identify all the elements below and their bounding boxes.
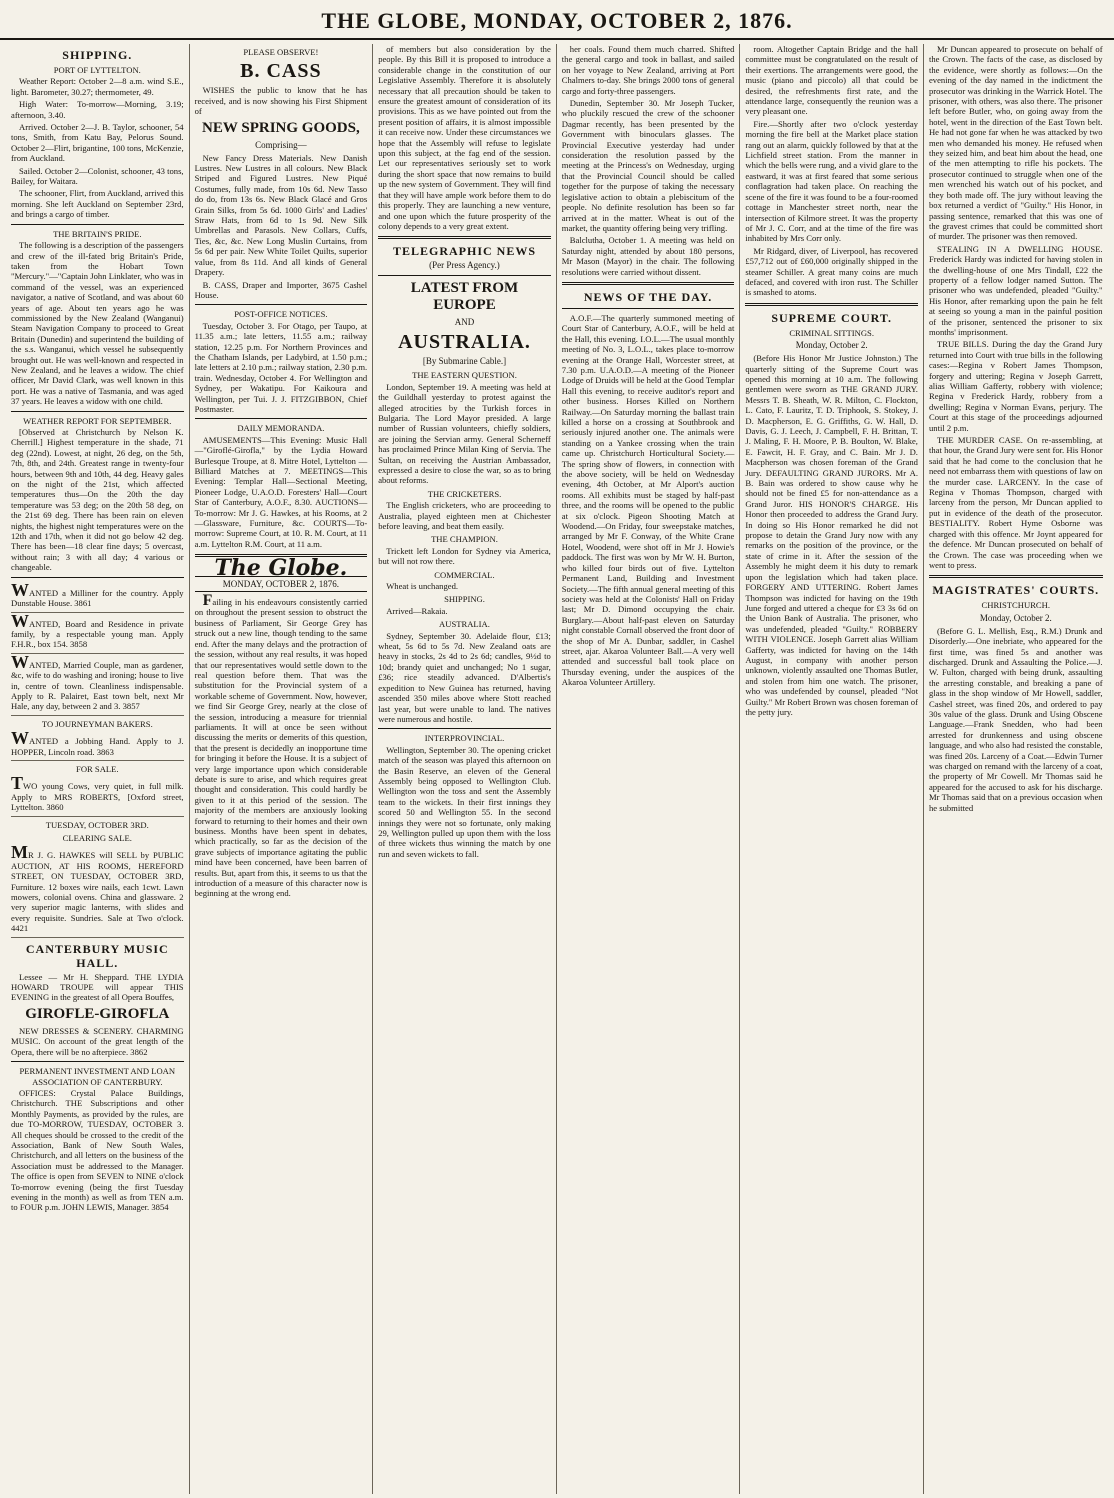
and-word: AND bbox=[454, 317, 475, 328]
dunedin-text: Dunedin, September 30. Mr Joseph Tucker, who pluckily rescued the crew of the schooner Dagmar recently, has been presented by the Government with binoculars glasses. The Provincial Executive yesterday had under consideration the resolution passed by the meeting at the Princess's on Wednesday, urging that the Provincial Council should be called together for the purpose of taking the necessary legislative action to obtain a plebiscitum of the people. No definite resolution has been so far arrived at in the matter. Wheat is out of the market, the quantity offering being very trifling. bbox=[561, 98, 735, 233]
commercial-heading: COMMERCIAL. bbox=[434, 569, 495, 580]
col6-top: Mr Duncan appeared to prosecute on behalf of the Crown. The facts of the case, as disclosed by the evidence, were shortly as follows:—On the evening of the day named in the indictment the prosecutor was drinking in the Warrick Hotel. The prisoner, with others, was also there. The prisoner left before Butler, who, on going away from the hotel, went in the direction of the East Town belt. He had not gone far when he was attacked by two men who demanded his money. He refused when they seized him, and beat him about the head, one of the men attempting to rifle his pockets. The prosecutor continued to struggle when one of the men wrenched his watch out of his pocket, and they both made off. The jury without leaving the box returned a verdict of "Guilty." His Honor, in passing sentence, remarked that this was one of the gravest crimes that could be committed short of murder. The prisoner was then removed. bbox=[928, 44, 1103, 242]
column-6 bbox=[924, 44, 1108, 1494]
australia-heading: AUSTRALIA. bbox=[439, 619, 490, 630]
stealing-text: STEALING IN A DWELLING HOUSE. Frederick Hardy was indicted for having stolen in the dwelling-house of one Mrs Tindall, £22 the property of a fellow lodger named Sutton. The prisoner who was undefended, pleaded "Guilty." His Honor, after remarking upon the pain he felt at seeing so young a man in the painful position of the prisoner, sentenced the prisoner to six months' imprisonment. bbox=[928, 243, 1103, 337]
spring-goods-title: NEW SPRING GOODS, bbox=[202, 119, 360, 136]
col5-top: room. Altogether Captain Bridge and the hall committee must be congratulated on the result of their exertions. The arrangements were good, the music (piano and piccolo) all that could be desired, the refreshments first rate, and the attendance large, consequently the reunion was a very pleasant one. bbox=[745, 44, 918, 117]
tuesday-heading: TUESDAY, OCTOBER 3RD. bbox=[45, 819, 149, 830]
masthead bbox=[0, 0, 1114, 40]
interprovincial-heading: INTERPROVINCIAL. bbox=[424, 733, 505, 744]
telegraphic-heading: TELEGRAPHIC NEWS bbox=[392, 244, 536, 259]
champion-text: Trickett left London for Sydney via America, but will not row there. bbox=[378, 545, 551, 567]
ad-clearing-sale: MR J. G. HAWKES will SELL by PUBLIC AUCTION, AT HIS ROOMS, HEREFORD STREET, ON TUESDAY, OCTOBER 3RD, Furniture. 12 boxes wire nails, each 1cwt. Lawn mowers, colonial ovens. China and glassware. 2 very superior magic lanterns, with slides and every requisite. Sundries. Sale at Two o'clock. 4421 bbox=[11, 844, 184, 937]
commercial-text: Wheat is unchanged. bbox=[386, 581, 459, 592]
supreme-text: (Before His Honor Mr Justice Johnston.) The quarterly sitting of the Supreme Court was opened this morning at 10 a.m. The following gentlemen were sworn as THE GRAND JURY. Messrs T. B. Sheath, W. R. Milton, C. Flockton, L. Cato, F. Lauritz, T. D. Triphook, S. Stokey, J. D. Macpherson, E. G. Griffiths, G. W. Hall, D. Davis, G. J. Leech, J. Campbell, F. H. Brittan, T. J. Maling, F. H. Moore, P. B. Boulton, W. Blake, E. Fawcit, H. F. Gray, and C. Bain. Mr J. D. Macpherson was chosen foreman of the Grand Jury. DEFAULTING GRAND JURORS. Mr A. B. Bain was ordered to show cause why he should not be fined £5 for non-attendance as a Grand Juror. HIS HONOR'S CHARGE. His Honor then proceeded to address the Grand Jury. In doing so His Honor remarked he did not propose to detain the Grand Jury now with any remarks on the position of the province, or the state of crime in it. After the session of the Assembly he might deem it his duty to remark upon the legislation which had taken place. FORGERY AND UTTERING. Robert James Thompson was indicted for having on the 19th June forged and uttered a cheque for £3 3s 6d on the Union Bank of Australia. The prisoner, who was undefended, pleaded "Guilty." ROBBERY WITH VIOLENCE. Joseph Garrett alias William Gafferty, was indicted for having on the 14th August, in company with another person unknown, violently assaulted one Thomas Butler, and stolen from him one watch. The prisoner, who was undefended by counsel, pleaded "Not Guilty." Mr Robert Brown was chosen foreman of the petty jury. bbox=[745, 353, 918, 717]
col4-top: her coals. Found them much charred. Shifted the general cargo and took in ballast, and sailed on her voyage to New Zealand, arriving at Port Chalmers to-day. She brings 2000 tons of general cargo and forty-three passengers. bbox=[561, 44, 735, 96]
leader-continued: of members but also consideration by the people. By this Bill it is proposed to introduce a considerable change in the constitution of our Legislative Assembly. Therefore it is absolutely necessary that all precaution should be taken to ensure the greatest amount of consideration of its provisions. This as we have pointed out from the present position of affairs, it is almost impossible it can receive now. Under these circumstances we hope that the Assembly will refuse to legislate upon this subject, at the fag end of the session. Let our representatives seriously set to work during the short space that now remains to build up the new system of Government. They will find that they will have ample work before them to do this properly. They are launching a new venture, and one upon which the future prosperity of the colony depends to a very great extent. bbox=[378, 44, 551, 231]
magistrates-text: (Before G. L. Mellish, Esq., R.M.) Drunk and Disorderly.—One inebriate, who appeared for the first time, was fined 5s and another was discharged. Drunk and Assaulting the Police.—J. W. Fulton, charged with being drunk, assaulting the arresting constable, and breaking a pane of glass in the shop window of Mr Howell, saddler, Cashel street, was fined 20s, and ordered to pay 30s value of the glass. Drunk and Using Obscene Language.—Frank Snedden, who had been arrested for drunkenness and using obscene language, and who also had resisted the constable, was fined 20s. Larceny of a Coat.—Edwin Turner was charged on remand with the larceny of a coat, the property of Mr Cowell. Mr Thomas said he appeared for the accused to ask for his discharge. Mr Thomas said that on a previous occasion when he submitted bbox=[928, 625, 1103, 813]
arrived: Arrived. October 2—J. B. Taylor, schooner, 54 tons, Smith, from Katu Bay, Pelorus Sound. October 2—Flirt, brigantine, 100 tons, McKenzie, from Auckland. bbox=[11, 122, 184, 164]
shipping-heading-3: SHIPPING. bbox=[444, 594, 485, 605]
australia-text: Sydney, September 30. Adelaide flour, £13; wheat, 5s 6d to 5s 7d. New Zealand oats are heavy in stocks, 2s 4d to 2s 6d; candles, 9½d to 10d; brandy quiet and unchanged; No 1 sugar, £36; rice steadily advanced. D'Albertis's expedition to New Guinea has returned, having ascended 350 miles above where Stott reached last year, but were unable to land. The natives were numerous and hostile. bbox=[378, 630, 551, 724]
submarine-cable: [By Submarine Cable.] bbox=[422, 356, 507, 367]
weather-sept-text: [Observed at Christchurch by Nelson K. Cherrill.] Highest temperature in the shade, 71 deg (22nd). Lowest, at night, 26 deg, on the 5th, 7th, 8th, and 24th. Greatest range in twenty-four hours, between 9th and 10th, 44 deg. Heavy gales on the night of the 21st, which affected temperatures thus—On the 20th the day temperature was 53 deg; on the 20th 58 deg, on the 21st 69 deg. There has been rain on eleven nights, the highest night temperatures were on the 12th and 17th, when it did not go below 42 deg. There has been—18 clear fine days; 5 overcast, without rain; 3 with all day; 4 various or changeable. bbox=[11, 427, 184, 573]
ridgard-text: Mr Ridgard, diver, of Liverpool, has recovered £57,712 out of £60,000 originally shipped in the steamer Schiller. A great many coins are much defaced, and covered with iron rust. The Schiller is smashed to atoms. bbox=[745, 245, 918, 298]
murder-text: THE MURDER CASE. On re-assembling, at that hour, the Grand Jury were sent for. His Honor said that he had come to the conclusion that he need not embarrass them with questions of law on the murder case. LARCENY. In the case of Regina v Thomas Thompson, charged with larceny from the person, Mr Duncan applied to put in evidence of the death of the prosecutor. BESTIALITY. Robert Hyme Osborne was charged with this offence. Mr Joynt appeared for the defence. Mr Duncan prosecuted on behalf of the Crown. The case was proceeding when we went to press. bbox=[928, 435, 1103, 570]
magistrates-heading: MAGISTRATES' COURTS. bbox=[932, 583, 1100, 598]
memoranda-heading: DAILY MEMORANDA. bbox=[237, 423, 325, 434]
supreme-court-heading: SUPREME COURT. bbox=[771, 310, 893, 325]
cass-signature: B. CASS, Draper and Importer, 3675 Cashel House. bbox=[194, 279, 368, 300]
globe-logo: The Globe. bbox=[214, 555, 348, 582]
ad-couple: WANTED, Married Couple, man as gardener, &c, wife to do washing and ironing; house to live in, centre of town. Cleanliness indispensable. Apply to R. Palairet, East town belt, next Mr Hale, any day, between 2 and 3. 3857 bbox=[11, 654, 184, 716]
shipping-text-3: Arrived—Rakaia. bbox=[386, 605, 448, 616]
observe-heading: PLEASE OBSERVE! bbox=[243, 47, 319, 57]
goods-list: New Fancy Dress Materials. New Danish Lustres. New Lustres in all colours. New Black Striped and Figured Lustres. New Piqué Costumes, fully made, from 10s 6d. New Tasso do do, from 13s 6s. New Black Glacé and Gros Grain Silks, from 5s 6d. 1000 Girls' and Ladies' Straw Hats, from 6d to 1s 9d. New Silk Umbrellas and Parasols. New Collars, Cuffs, Ties, &c, &c. New Long Muslin Curtains, from 5s 6d per pair. New White Toilet Quilts, superior value, from 8s 11d. And all kinds of General Drapery. bbox=[194, 152, 368, 278]
news-text: A.O.F.—The quarterly summoned meeting of Court Star of Canterbury, A.O.F., will be held at the Hall, this evening. I.O.L.—The usual monthly meeting of No. 3, L.O.L., takes place to-morrow evening at the Orange Hall, Worcester street, at 7.30 p.m. U.A.O.D.—A meeting of the Pioneer Lodge of Druids will be held at the Good Templar Hall this evening, to receive auditor's report and other business. Horses Killed on Northern Railway.—On Saturday morning the ballast train killed a horse on a crossing at Southbrook and seriously injured another one. The animals were standing on a Yankee crossing when the train came up. Christchurch Horticultural Society.—The spring show of flowers, in connection with the above society, will be held on Wednesday evening, 4th October, at Mr Alport's auction rooms. All exhibits must be staged by half-past three, and the rooms will be opened to the public at six o'clock. Pigeon Shooting Match at Woodend.—On Friday, four sweepstake matches, arranged by Mr F. Conway, of the White Crane Hotel, Woodend, were shot off in Mr J. Howie's paddock. The first was won by Mr W. H. Burton, who killed four birds out of five. Lyttelton Permanent Land, Building and Investment Society.—The fifth annual general meeting of this society was held at the Colonists' Hall on Friday last; Mr D. Dimond occupying the chair. Burglary.—About half-past eleven on Saturday night constable Cornall observed the front door of the shop of Mr A. Dunbar, saddler, in Cashel street, ajar. Akaroa Volunteer Ball.—A very well attended and successful ball took place on Thursday evening, under the auspices of the Akaroa Volunteer Artillery. bbox=[561, 312, 735, 688]
dresses-text: NEW DRESSES & SCENERY. CHARMING MUSIC. On account of the great length of the Opera, there will be no afterpiece. 3862 bbox=[11, 1025, 184, 1057]
high-water: High Water: To-morrow—Morning, 3.19; afternoon, 3.40. bbox=[11, 99, 184, 120]
music-hall-heading: CANTERBURY MUSIC HALL. bbox=[25, 941, 169, 970]
britains-pride-heading: THE BRITAIN'S PRIDE. bbox=[53, 228, 142, 239]
offices-text: OFFICES: Crystal Palace Buildings, Christchurch. THE Subscriptions and other Monthly Payments, as provided by the rules, are due TO-MORROW, TUESDAY, OCTOBER 3. All cheques should be crossed to the credit of the Association, Bank of New South Wales, Christchurch, and all letters on the business of the Association must be addressed to the Manager. The office is open from SEVEN to NINE o'clock To-morrow evening (being the first Tuesday evening in the month) as well as from TEN a.m. to FOUR p.m. JOHN LEWIS, Manager. 3854 bbox=[11, 1087, 184, 1213]
page-columns bbox=[6, 44, 1108, 1494]
latest-from-europe: LATEST FROM EUROPE bbox=[410, 280, 519, 314]
forsale-heading: FOR SALE. bbox=[76, 763, 119, 774]
music-hall-text: Lessee — Mr H. Sheppard. THE LYDIA HOWARD TROUPE will appear THIS EVENING in the greatest of all Opera Bouffes, bbox=[11, 971, 184, 1003]
mag-date: Monday, October 2. bbox=[979, 612, 1052, 623]
leader-article: Failing in his endeavours consistently carried on throughout the present session to obstruct the business of Parliament, Sir George Grey has struck out a new line, though tending to the same end. After the many delays and the protraction of the session, without any real results, it was hoped that our representatives would settle down to the real question before them. That was the substitution for the Provincial system of a workable scheme of Government. Now, however, we find Sir George Grey, nearly at the close of the session, introducing a measure for triennial parliaments. It will at once be seen without discussing the merits or demerits of this question, that the present is decidedly an inopportune time for bringing it before the House. It is a subject of very large importance upon which considerable debate is sure to arise, and which requires great thought and consideration. This could hardly be given to it at this period of the session. The majority of the members are anxiously looking forward to returning to their homes and their own business. Months have been spent in debates, which practically, so far as the decision of the grave subjects of importance agitating the public mind have been concerned, have been barren of results. But, apart from this, it seems to us that the introduction of a measure of this character now is beginning at the wrong end. bbox=[194, 592, 368, 899]
column-3 bbox=[373, 44, 557, 1494]
ad-board: WANTED, Board and Residence in private family, by a respectable young man. Apply F.H.R., box 154. 3858 bbox=[11, 613, 184, 654]
bakers-heading: TO JOURNEYMAN BAKERS. bbox=[41, 718, 153, 729]
weather-report: Weather Report: October 2—8 a.m. wind S.E., light. Barometer, 30.27; thermometer, 49. bbox=[11, 76, 184, 97]
per-press: (Per Press Agency.) bbox=[429, 260, 500, 271]
column-2 bbox=[190, 44, 374, 1494]
criminal-sittings: CRIMINAL SITTINGS. bbox=[789, 327, 874, 338]
weather-sept-heading: WEATHER REPORT FOR SEPTEMBER. bbox=[23, 415, 172, 426]
column-1 bbox=[6, 44, 190, 1494]
balclutha-text: Balclutha, October 1. A meeting was held on Saturday night, attended by about 180 persons, Mr Mason (Mayor) in the chair. The following resolutions were carried without dissent. bbox=[561, 235, 735, 277]
memoranda-text: AMUSEMENTS—This Evening: Music Hall—"Giroflé-Girofla," by the Lydia Howard Burlesque Troupe, at 8. Mitre Hotel, Lyttelton — Billiard Matches at 7. MEETINGS—This Evening: Templar Hall—Sectional Meeting, Pioneer Lodge, U.A.O.D. Foresters' Hall—Court Star of Canterbury, A.O.F., 8.30. AUCTIONS—To-morrow: Mr J. G. Hawkes, at his Rooms, at 2—Glassware, Furniture, &c. COURTS—To-morrow: Supreme Court, at 10. R. M. Court, at 11 a.m. Lyttelton R.M. Court, at 11 a.m. bbox=[194, 434, 368, 549]
ad-bakers: WANTED a Jobbing Hand. Apply to J. HOPPER, Lincoln road. 3863 bbox=[11, 730, 184, 761]
ad-cows: TWO young Cows, very quiet, in full milk. Apply to MRS ROBERTS, [Oxford street, Lyttelton. 3860 bbox=[11, 775, 184, 816]
true-bills-text: TRUE BILLS. During the day the Grand Jury returned into Court with true bills in the following cases:—Regina v Robert James Thompson, forgery and uttering; Regina v Joseph Garrett, alias William Gafferty, robbery with violence; Regina v Frederick Hardy, robbery from a dwelling; Regina v Norman Evans, perjury. The Court at this stage of the proceedings adjourned until 2 p.m. bbox=[928, 339, 1103, 433]
fire-text: Fire.—Shortly after two o'clock yesterday morning the fire bell at the Market place station rang out an alarm, quickly followed by that at the Lichfield street station. From the manner in which the bells were rung, and a vivid glare to the eastward, it was at first feared that some serious conflagration had taken place. On reaching the scene of the fire it was found to be a four-roomed cottage in Manchester street north, near the intersection of Kilmore street. It was the property of Mr J. C. Corr, and at the time of the fire was inhabited by Mrs Corr only. bbox=[745, 118, 918, 244]
port-heading: PORT OF LYTTELTON. bbox=[53, 65, 141, 75]
dateline: MONDAY, OCTOBER 2, 1876. bbox=[195, 576, 368, 592]
interprovincial-text: Wellington, September 30. The opening cricket match of the season was played this afternoon on the Basin Reserve, an eleven of the General Assembly being opposed to Wellington Club. Wellington won the toss and sent the Assembly team to the wickets. In their first innings they scored 50 and Wellington 55. In the second innings they were not so fortunate, only making 29, Wellington pulled up upon them with the loss of three wickets thus winning the match by one run and seven wickets to fall. bbox=[378, 744, 551, 859]
ad-milliner: WANTED a Milliner for the country. Apply Dunstable House. 3861 bbox=[11, 582, 184, 613]
bcass-intro: WISHES the public to know that he has received, and is now showing his First Shipment of bbox=[194, 85, 368, 117]
eastern-text: London, September 19. A meeting was held at the Guildhall yesterday to protest against the alleged atrocities by the Turkish forces in Bulgaria. The Lord Mayor presided. A large number of Russian volunteers, chiefly soldiers, are joining the Servian army. General Scherneff has proclaimed Prince Milan King of Servia. The Sultan, on receiving the Austrian Ambassador, expressed a desire to close the war, so as to bring about reforms. bbox=[378, 381, 551, 486]
sitting-date: Monday, October 2. bbox=[795, 340, 868, 351]
pila-heading: PERMANENT INVESTMENT AND LOAN ASSOCIATION OF CANTERBURY. bbox=[19, 1066, 176, 1087]
champion-heading: THE CHAMPION. bbox=[431, 534, 498, 545]
post-office-text: Tuesday, October 3. For Otago, per Taupo, at 11.35 a.m.; late letters, 11.55 a.m.; railway station, 12.25 p.m. For Northern Provinces and the Chatham Islands, per Ladybird, at 1.50 p.m.; late letters at 2.10 p.m.; railway station, 2.30 p.m. train. Wednesday, October 4. For Wellington and Sydney, per Wakatipu. For Kaikoura and Wellington, per Tui. J. J. FITZGIBBON, Chief Postmaster. bbox=[194, 320, 368, 414]
flirt-news: The schooner, Flirt, from Auckland, arrived this morning. She left Auckland on September 23rd, and brings a cargo of timber. bbox=[11, 188, 184, 220]
cricketers-text: The English cricketers, who are proceeding to Australia, played eighteen men at Chichester before leaving, and beat them easily. bbox=[378, 500, 551, 531]
bcass-title: B. CASS bbox=[240, 60, 322, 83]
column-4 bbox=[557, 44, 741, 1494]
clearing-heading: CLEARING SALE. bbox=[62, 833, 132, 843]
eastern-heading: THE EASTERN QUESTION. bbox=[412, 370, 517, 381]
news-heading: NEWS OF THE DAY. bbox=[583, 289, 713, 304]
cricketers-heading: THE CRICKETERS. bbox=[427, 488, 502, 499]
post-office-heading: POST-OFFICE NOTICES. bbox=[234, 309, 328, 320]
newspaper-title: THE GLOBE, MONDAY, OCTOBER 2, 1876. bbox=[321, 8, 793, 33]
australia-title: AUSTRALIA. bbox=[398, 331, 531, 354]
shipping-heading: SHIPPING. bbox=[62, 48, 133, 62]
britains-pride-text: The following is a description of the passengers and crew of the ill-fated brig Britain's Pride, taken from the Hobart Town "Mercury."—"Captain John Linklater, who was in command of the vessel, was an experienced navigator, a native of Scotland, and was about 60 years of age. About ten years ago he was commissioned by the New Zealand (Wanganui) Steam Navigation Company to proceed to Great Britain (Dunedin) and superintend the building of the s.s. Wanganui, which vessel he subsequently brought out. He was well-known and respected in New Zealand, and he leaves a widow. The chief officer, Mr David Clark, was well known in this port. He was a native of Tasmania, and was aged 37 years. He leaves a widow with one child. bbox=[11, 240, 184, 407]
christchurch-heading: CHRISTCHURCH. bbox=[981, 600, 1051, 611]
girofle-title: GIROFLE-GIROFLA bbox=[25, 1005, 170, 1022]
sailed: Sailed. October 2—Colonist, schooner, 43 tons, Bailey, for Waitara. bbox=[11, 165, 184, 187]
comprising: Comprising— bbox=[255, 139, 307, 150]
column-5 bbox=[740, 44, 924, 1494]
